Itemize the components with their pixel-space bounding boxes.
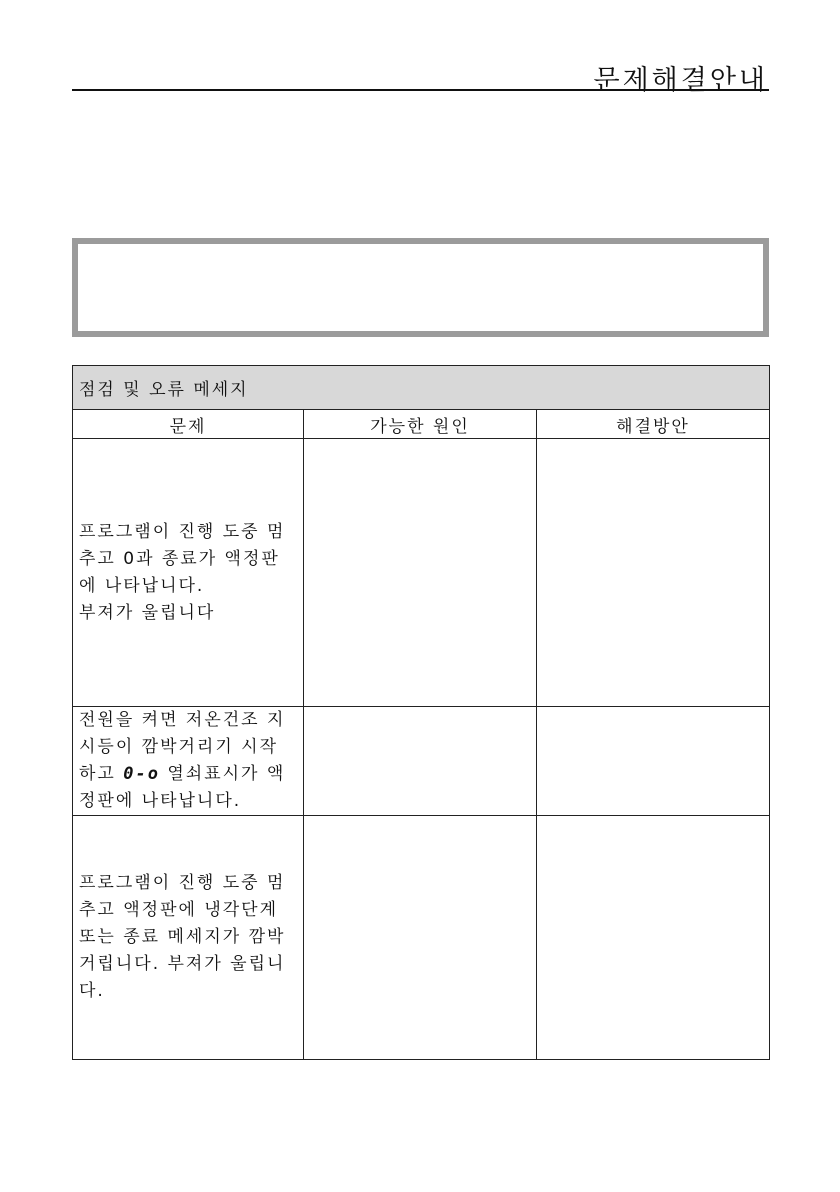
table-section-header [73,366,770,410]
problem-text-line: 추고 액정판에 냉각단계 [79,900,279,920]
cause-cell [304,816,537,1060]
problem-text-line [79,761,297,788]
problem-text-line: 거립니다. 부져가 울립니 [79,954,286,974]
note-box [72,238,769,337]
problem-text-line: 전원을 켜면 저온건조 지 [79,710,286,730]
problem-text-fragment: 열쇠표시가 액 [159,764,286,784]
table-column-headers [73,410,770,439]
problem-text-line: 시등이 깜박거리기 시작 [79,737,279,757]
problem-cell [73,816,304,1060]
solution-cell [537,439,770,707]
problem-cell [73,707,304,816]
header-rule [72,89,769,91]
problem-text-line: 프로그램이 진행 도중 멈 [79,873,286,893]
table-row [73,707,770,816]
problem-cell [73,439,304,707]
table-row [73,816,770,1060]
troubleshooting-table [72,365,770,1060]
table-row [73,439,770,707]
problem-text-line: 정판에 나타납니다. [79,791,242,811]
column-header-solution: 해결방안 [537,410,770,439]
cause-cell [304,439,537,707]
solution-cell [537,707,770,816]
problem-text-line: 추고 0과 종료가 액정판 [79,548,280,569]
problem-text-line: 다. [79,981,105,1001]
cause-cell [304,707,537,816]
problem-text-line: 부져가 울립니다 [79,602,216,623]
problem-text-fragment: 하고 [79,764,124,784]
page-title: 문제해결안내 [593,65,768,96]
solution-cell [537,816,770,1060]
column-header-cause: 가능한 원인 [304,410,537,439]
problem-text-line: 프로그램이 진행 도중 멈 [79,521,286,542]
door-lock-display-symbol: 0-o [123,764,160,784]
section-title: 점검 및 오류 메세지 [73,366,770,410]
problem-text-line: 또는 종료 메세지가 깜박 [79,927,286,947]
problem-text-line: 에 나타납니다. [79,575,205,596]
column-header-problem: 문제 [73,410,304,439]
